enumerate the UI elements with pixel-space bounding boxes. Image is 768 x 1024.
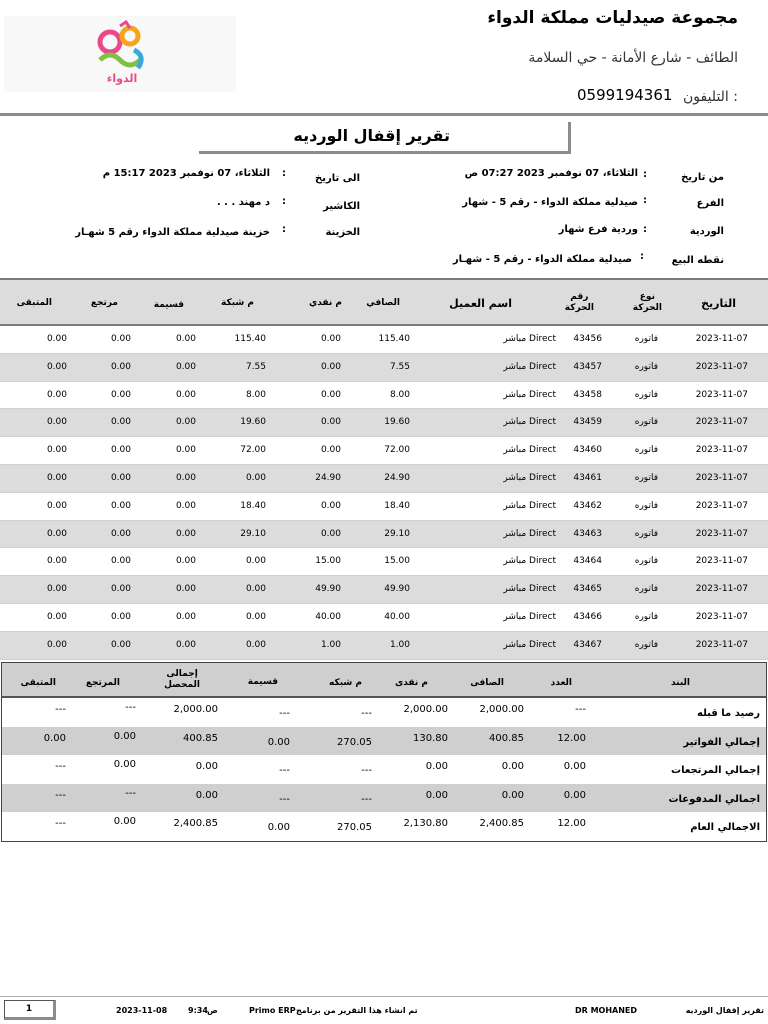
summary-row: [2, 784, 766, 813]
cell-date: 2023-11-07: [695, 334, 748, 344]
cell-returned: 0.00: [110, 334, 131, 344]
cell-cash: 0.00: [320, 417, 341, 428]
cell-returned: 0.00: [110, 584, 131, 595]
table-row: [0, 493, 768, 521]
cell-voucher: 0.00: [175, 556, 196, 567]
cell-voucher: 0.00: [175, 389, 196, 400]
cell-voucher: 0.00: [175, 417, 196, 428]
summary-row: [2, 698, 766, 727]
cell-date: 2023-11-07: [695, 361, 748, 372]
cell-returned: 0.00: [110, 639, 131, 650]
cell-returned: 0.00: [110, 528, 131, 539]
cell-num: 43465: [573, 584, 602, 595]
col-number-line2: الحركة: [564, 303, 594, 313]
table-row: [0, 465, 768, 493]
cell-remaining: 0.00: [46, 528, 67, 539]
table-row: [0, 409, 768, 437]
cell-remaining: 0.00: [46, 611, 67, 622]
cell-cash: 0.00: [320, 361, 341, 372]
company-address: الطائف - شارع الأمانة - حي السلامة: [528, 50, 738, 66]
cell-type: فاتوره: [634, 417, 658, 428]
summary-cell-item: إجمالي الفواتير: [683, 736, 760, 748]
summary-table-header: [2, 663, 766, 698]
cell-voucher: 0.00: [175, 639, 196, 650]
info-colon: :: [282, 196, 286, 207]
from-date-value: الثلاثاء، 07 نوفمبر 2023 07:27 ص: [464, 168, 638, 179]
cell-num: 43459: [573, 417, 602, 428]
summary-cell-net: 400.85: [489, 732, 524, 744]
cell-date: 2023-11-07: [695, 556, 748, 567]
summary-cell-cash: 130.80: [413, 732, 448, 744]
summary-cell-item: الاجمالي العام: [690, 822, 760, 834]
cell-remaining: 0.00: [46, 639, 67, 650]
report-title: تقرير إقفال الورديه: [293, 126, 450, 145]
summary-cell-count: ---: [575, 704, 586, 715]
cell-voucher: 0.00: [175, 472, 196, 483]
shift-label: الوردية: [689, 226, 724, 237]
summary-cell-voucher: ---: [279, 708, 290, 719]
summary-cell-net: 2,000.00: [479, 704, 524, 715]
cell-cash: 15.00: [315, 556, 341, 567]
cell-returned: 0.00: [110, 389, 131, 400]
sum-col-voucher: قسيمة: [247, 677, 278, 687]
pos-value: صيدلية مملكة الدواء - رقم 5 - شهـار: [452, 254, 632, 265]
shift-value: وردية فرع شهار: [558, 224, 638, 235]
cell-remaining: 0.00: [46, 417, 67, 428]
summary-row: [2, 755, 766, 784]
page-number: 1: [4, 1000, 56, 1020]
sum-col-count: العدد: [550, 678, 572, 688]
summary-cell-voucher: ---: [279, 765, 290, 777]
summary-table: [1, 662, 767, 842]
summary-cell-remaining: ---: [55, 704, 66, 715]
info-colon: :: [643, 224, 647, 235]
footer-program: Primo ERP: [249, 1006, 296, 1015]
summary-cell-remaining: ---: [55, 761, 66, 773]
cell-net: 40.00: [384, 611, 410, 622]
cell-type: فاتوره: [634, 445, 658, 456]
cell-num: 43457: [573, 361, 602, 372]
cell-date: 2023-11-07: [695, 472, 748, 483]
cell-customer: مباشر Direct: [503, 445, 556, 456]
cell-type: فاتوره: [634, 361, 658, 372]
summary-cell-network: 270.05: [337, 822, 372, 834]
pos-label: نقطه البيع: [671, 255, 724, 266]
cell-num: 43456: [573, 334, 602, 344]
cell-net: 72.00: [384, 445, 410, 456]
table-row: [0, 521, 768, 549]
summary-cell-item: إجمالي المرتجعات: [671, 765, 760, 777]
cell-cash: 0.00: [320, 334, 341, 344]
cell-voucher: 0.00: [175, 528, 196, 539]
footer-divider: [0, 996, 768, 997]
cell-voucher: 0.00: [175, 500, 196, 511]
summary-cell-net: 0.00: [501, 761, 524, 773]
cell-returned: 0.00: [110, 556, 131, 567]
cell-date: 2023-11-07: [695, 389, 748, 400]
cell-voucher: 0.00: [175, 334, 196, 344]
table-row: [0, 632, 768, 660]
cell-cash: 1.00: [320, 639, 341, 650]
cell-network: 0.00: [245, 472, 266, 483]
summary-cell-network: ---: [361, 708, 372, 719]
cell-date: 2023-11-07: [695, 445, 748, 456]
cell-voucher: 0.00: [175, 584, 196, 595]
cell-remaining: 0.00: [46, 584, 67, 595]
table-row: [0, 437, 768, 465]
cell-num: 43466: [573, 611, 602, 622]
table-row: [0, 604, 768, 632]
summary-cell-remaining: ---: [55, 818, 66, 830]
summary-cell-item: رصيد ما قبله: [697, 708, 760, 719]
col-remaining: المتبقى: [16, 298, 52, 308]
table-row: [0, 548, 768, 576]
col-type-line2: الحركة: [632, 303, 662, 313]
cell-type: فاتوره: [634, 611, 658, 622]
summary-cell-voucher: 0.00: [267, 822, 290, 834]
col-network: م شبكة: [221, 298, 254, 308]
cell-cash: 49.90: [315, 584, 341, 595]
cell-net: 7.55: [389, 361, 410, 372]
summary-cell-cash: 2,000.00: [403, 704, 448, 715]
col-date: التاريخ: [701, 297, 736, 310]
cell-date: 2023-11-07: [695, 639, 748, 650]
sum-col-remaining: المتبقى: [20, 678, 56, 688]
summary-cell-count: 0.00: [563, 761, 586, 773]
pharmacy-logo-icon: [90, 20, 154, 86]
footer-report-name: تقرير إقفال الورديه: [685, 1006, 764, 1015]
transactions-table-body: [0, 326, 768, 660]
table-row: [0, 354, 768, 382]
summary-cell-remaining: 0.00: [43, 732, 66, 744]
cell-num: 43458: [573, 389, 602, 400]
cell-net: 18.40: [384, 500, 410, 511]
cell-remaining: 0.00: [46, 500, 67, 511]
cell-network: 0.00: [245, 639, 266, 650]
phone-number: 0599194361: [577, 86, 673, 104]
sum-col-returned: المرتجع: [85, 678, 120, 688]
cell-type: فاتوره: [634, 472, 658, 483]
info-colon: :: [282, 224, 286, 235]
cell-returned: 0.00: [110, 611, 131, 622]
cell-net: 115.40: [378, 334, 410, 344]
summary-cell-count: 0.00: [563, 789, 586, 801]
cell-num: 43463: [573, 528, 602, 539]
summary-cell-count: 12.00: [557, 732, 586, 744]
summary-row: [2, 727, 766, 756]
cell-customer: مباشر Direct: [503, 472, 556, 483]
transactions-table: [0, 278, 768, 660]
cell-type: فاتوره: [634, 389, 658, 400]
cell-net: 1.00: [389, 639, 410, 650]
company-name: مجموعة صيدليات مملكة الدواء: [487, 8, 738, 28]
treasury-label: الخزينة: [325, 227, 360, 238]
cell-returned: 0.00: [110, 361, 131, 372]
summary-cell-collected: 400.85: [183, 732, 218, 744]
cell-customer: مباشر Direct: [503, 417, 556, 428]
title-box: [199, 122, 571, 154]
sum-col-collected-line1: إجمالى: [166, 669, 198, 679]
cell-type: فاتوره: [634, 639, 658, 650]
sum-col-collected: [164, 669, 200, 691]
summary-cell-cash: 0.00: [425, 789, 448, 801]
col-returned: مرتجع: [90, 298, 118, 308]
table-row: [0, 576, 768, 604]
cell-type: فاتوره: [634, 556, 658, 567]
summary-cell-net: 0.00: [501, 789, 524, 801]
info-colon: :: [643, 169, 647, 180]
cell-remaining: 0.00: [46, 334, 67, 344]
cell-date: 2023-11-07: [695, 584, 748, 595]
cell-num: 43462: [573, 500, 602, 511]
cell-returned: 0.00: [110, 472, 131, 483]
cell-returned: 0.00: [110, 445, 131, 456]
cell-voucher: 0.00: [175, 445, 196, 456]
cell-net: 24.90: [384, 472, 410, 483]
cell-customer: مباشر Direct: [503, 528, 556, 539]
logo-area: [4, 16, 236, 92]
branch-label: الفرع: [696, 198, 724, 209]
cell-network: 0.00: [245, 584, 266, 595]
cell-network: 0.00: [245, 556, 266, 567]
summary-cell-item: اجمالي المدفوعات: [668, 793, 760, 805]
cell-network: 19.60: [240, 417, 266, 428]
cell-network: 115.40: [234, 334, 266, 344]
cell-net: 8.00: [389, 389, 410, 400]
cell-customer: مباشر Direct: [503, 584, 556, 595]
cell-network: 0.00: [245, 611, 266, 622]
to-date-value: الثلاثاء، 07 نوفمبر 2023 15:17 م: [102, 168, 270, 179]
footer-user: DR MOHANED: [575, 1006, 638, 1015]
cell-date: 2023-11-07: [695, 500, 748, 511]
cell-customer: مباشر Direct: [503, 556, 556, 567]
summary-cell-returned: ---: [125, 787, 136, 799]
logo-text: الدواء: [106, 72, 138, 85]
table-row: [0, 326, 768, 354]
cell-net: 15.00: [384, 556, 410, 567]
cell-voucher: 0.00: [175, 611, 196, 622]
sum-col-cash: م نقدى: [394, 678, 428, 688]
summary-row: [2, 812, 766, 841]
cell-cash: 40.00: [315, 611, 341, 622]
info-colon: :: [640, 251, 644, 262]
sum-col-network: م شبكه: [329, 678, 362, 688]
summary-cell-network: 270.05: [337, 736, 372, 748]
cell-customer: مباشر Direct: [503, 639, 556, 650]
cell-network: 29.10: [240, 528, 266, 539]
cell-remaining: 0.00: [46, 361, 67, 372]
cashier-value: . . . د مهند: [216, 197, 270, 208]
cell-num: 43464: [573, 556, 602, 567]
summary-cell-remaining: ---: [55, 789, 66, 801]
cell-customer: مباشر Direct: [503, 500, 556, 511]
cell-cash: 0.00: [320, 528, 341, 539]
treasury-value: خزينة صيدلية مملكة الدواء رقم 5 شهـار: [75, 227, 270, 238]
cell-cash: 0.00: [320, 500, 341, 511]
sum-col-item: البند: [670, 678, 690, 688]
sum-col-collected-line2: المحصل: [164, 680, 200, 690]
cell-type: فاتوره: [634, 334, 658, 344]
footer-time-suffix: ص: [207, 1006, 218, 1015]
cell-returned: 0.00: [110, 417, 131, 428]
cell-network: 8.00: [245, 389, 266, 400]
col-number: [565, 292, 594, 314]
cell-voucher: 0.00: [175, 361, 196, 372]
transactions-table-header: [0, 278, 768, 326]
summary-cell-network: ---: [361, 793, 372, 805]
summary-cell-voucher: 0.00: [267, 736, 290, 748]
summary-cell-collected: 2,400.85: [173, 818, 218, 830]
footer-generated-by: تم انشاء هذا التقرير من برنامج: [296, 1006, 418, 1015]
summary-cell-collected: 2,000.00: [173, 704, 218, 715]
col-type-line1: نوع: [639, 292, 655, 302]
info-colon: :: [643, 195, 647, 206]
col-net: الصافي: [366, 298, 400, 308]
cell-net: 49.90: [384, 584, 410, 595]
summary-cell-net: 2,400.85: [479, 818, 524, 830]
header-divider: [0, 113, 768, 116]
cell-num: 43460: [573, 445, 602, 456]
cell-date: 2023-11-07: [695, 611, 748, 622]
col-type: [633, 292, 662, 314]
cell-network: 7.55: [245, 361, 266, 372]
summary-cell-collected: 0.00: [195, 789, 218, 801]
cell-network: 72.00: [240, 445, 266, 456]
cell-remaining: 0.00: [46, 556, 67, 567]
summary-cell-collected: 0.00: [195, 761, 218, 773]
cell-customer: مباشر Direct: [503, 611, 556, 622]
cell-remaining: 0.00: [46, 389, 67, 400]
footer-date: 2023-11-08: [116, 1006, 168, 1015]
cell-num: 43461: [573, 472, 602, 483]
summary-cell-voucher: ---: [279, 793, 290, 805]
summary-cell-cash: 2,130.80: [403, 818, 448, 830]
col-customer: اسم العميل: [449, 297, 512, 310]
phone-label: التليفون :: [682, 89, 738, 105]
summary-cell-cash: 0.00: [425, 761, 448, 773]
table-row: [0, 382, 768, 410]
branch-value: صيدلية مملكة الدواء - رقم 5 - شهار: [462, 197, 638, 208]
cell-cash: 24.90: [315, 472, 341, 483]
to-date-label: الى تاريخ: [314, 173, 360, 184]
cell-remaining: 0.00: [46, 472, 67, 483]
cashier-label: الكاشير: [323, 201, 360, 212]
cell-remaining: 0.00: [46, 445, 67, 456]
col-voucher: قسيمة: [153, 300, 184, 310]
cell-date: 2023-11-07: [695, 528, 748, 539]
summary-cell-returned: 0.00: [113, 759, 136, 771]
cell-network: 18.40: [240, 500, 266, 511]
cell-type: فاتوره: [634, 584, 658, 595]
footer-time: 9:34: [188, 1006, 208, 1015]
cell-customer: مباشر Direct: [503, 334, 556, 344]
cell-net: 29.10: [384, 528, 410, 539]
summary-cell-returned: ---: [125, 702, 136, 713]
summary-cell-returned: 0.00: [113, 730, 136, 742]
cell-type: فاتوره: [634, 528, 658, 539]
cell-customer: مباشر Direct: [503, 389, 556, 400]
cell-returned: 0.00: [110, 500, 131, 511]
cell-customer: مباشر Direct: [503, 361, 556, 372]
info-colon: :: [282, 168, 286, 179]
cell-net: 19.60: [384, 417, 410, 428]
summary-cell-returned: 0.00: [113, 816, 136, 828]
col-number-line1: رقم: [570, 292, 589, 302]
summary-cell-count: 12.00: [557, 818, 586, 830]
sum-col-net: الصافى: [470, 678, 504, 688]
from-date-label: من تاريخ: [681, 172, 724, 183]
cell-cash: 0.00: [320, 389, 341, 400]
cell-cash: 0.00: [320, 445, 341, 456]
col-cash: م نقدي: [308, 298, 342, 308]
cell-num: 43467: [573, 639, 602, 650]
cell-date: 2023-11-07: [695, 417, 748, 428]
summary-table-body: [2, 698, 766, 841]
cell-type: فاتوره: [634, 500, 658, 511]
summary-cell-network: ---: [361, 765, 372, 777]
